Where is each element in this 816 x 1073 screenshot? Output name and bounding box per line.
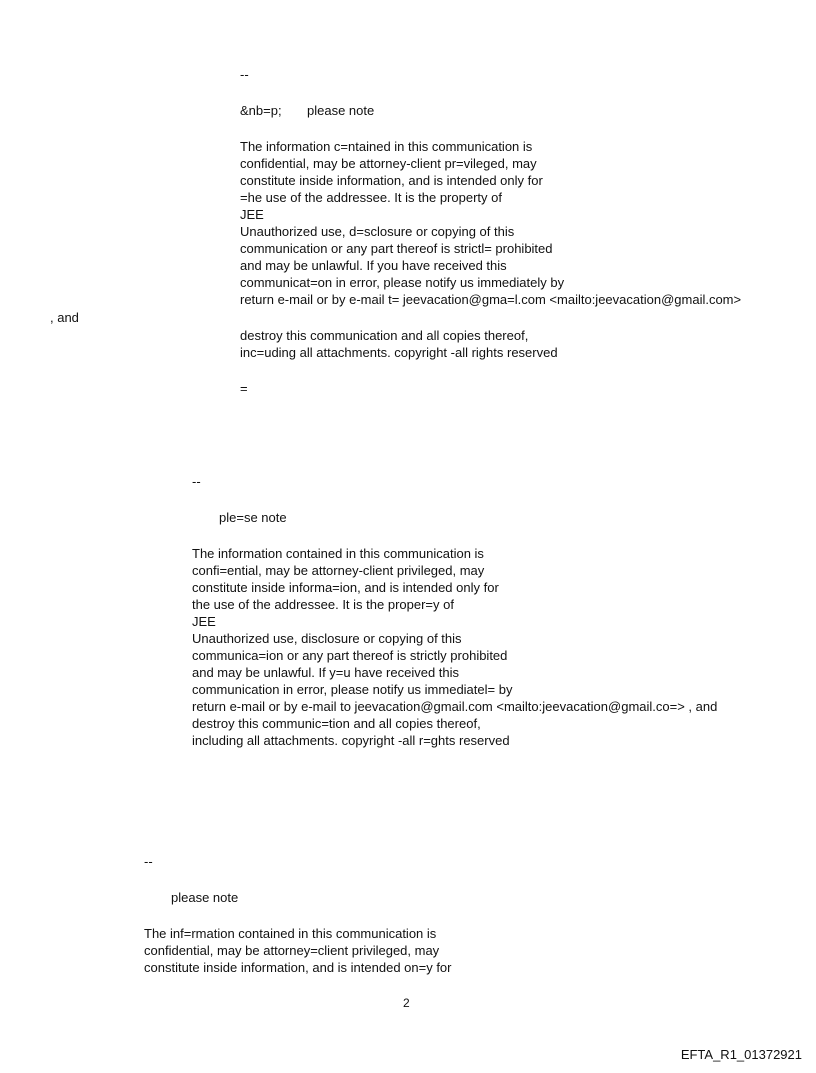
disclaimer-line-email: return e-mail or by e-mail t= jeevacation@gma=l.com <mailto:jeevacation@gmail.com> (240, 292, 742, 307)
document-id-footer: EFTA_R1_01372921 (680, 1047, 802, 1062)
separator-dashes-2: -- (192, 474, 201, 489)
disclaimer-line: confidential, may be attorney=client privileged, may (144, 943, 440, 958)
note-heading-2: ple=se note (219, 510, 287, 525)
disclaimer-line: constitute inside informa=ion, and is intended only for (192, 580, 499, 595)
disclaimer-line: inc=uding all attachments. copyright -all rights reserved (240, 345, 558, 360)
disclaimer-line: =he use of the addressee. It is the property of (240, 190, 502, 205)
disclaimer-line: The information c=ntained in this communication is (240, 139, 533, 154)
disclaimer-line: destroy this communication and all copies thereof, (240, 328, 529, 343)
separator-dashes-1: -- (240, 67, 249, 82)
disclaimer-line: confidential, may be attorney-client pr=vileged, may (240, 156, 537, 171)
disclaimer-line: the use of the addressee. It is the proper=y of (192, 597, 454, 612)
disclaimer-line: Unauthorized use, d=sclosure or copying of this (240, 224, 515, 239)
disclaimer-line: communication in error, please notify us immediatel= by (192, 682, 513, 697)
disclaimer-line-email: return e-mail or by e-mail to jeevacation@gmail.com <mailto:jeevacation@gmail.co=> , and (192, 699, 718, 714)
disclaimer-line: communica=ion or any part thereof is strictly prohibited (192, 648, 508, 663)
disclaimer-line: and may be unlawful. If you have received this (240, 258, 507, 273)
disclaimer-line: communication or any part thereof is strictl= prohibited (240, 241, 553, 256)
disclaimer-line: constitute inside information, and is intended on=y for (144, 960, 452, 975)
disclaimer-line: The inf=rmation contained in this communication is (144, 926, 437, 941)
disclaimer-line: JEE (240, 207, 264, 222)
note-prefix-1: &nb=p; (240, 103, 282, 118)
page-number: 2 (403, 996, 410, 1010)
note-heading-3: please note (171, 890, 239, 905)
disclaimer-line: confi=ential, may be attorney-client privileged, may (192, 563, 485, 578)
note-heading-1: please note (307, 103, 375, 118)
separator-dashes-3: -- (144, 854, 153, 869)
disclaimer-line: including all attachments. copyright -all r=ghts reserved (192, 733, 510, 748)
disclaimer-line: communicat=on in error, please notify us immediately by (240, 275, 565, 290)
wrap-fragment: , and (50, 310, 79, 325)
disclaimer-line: JEE (192, 614, 216, 629)
disclaimer-line: The information contained in this communication is (192, 546, 484, 561)
disclaimer-line: constitute inside information, and is intended only for (240, 173, 543, 188)
disclaimer-line: Unauthorized use, disclosure or copying of this (192, 631, 462, 646)
end-marker: = (240, 381, 248, 396)
disclaimer-line: destroy this communic=tion and all copies thereof, (192, 716, 481, 731)
disclaimer-line: and may be unlawful. If y=u have received this (192, 665, 460, 680)
